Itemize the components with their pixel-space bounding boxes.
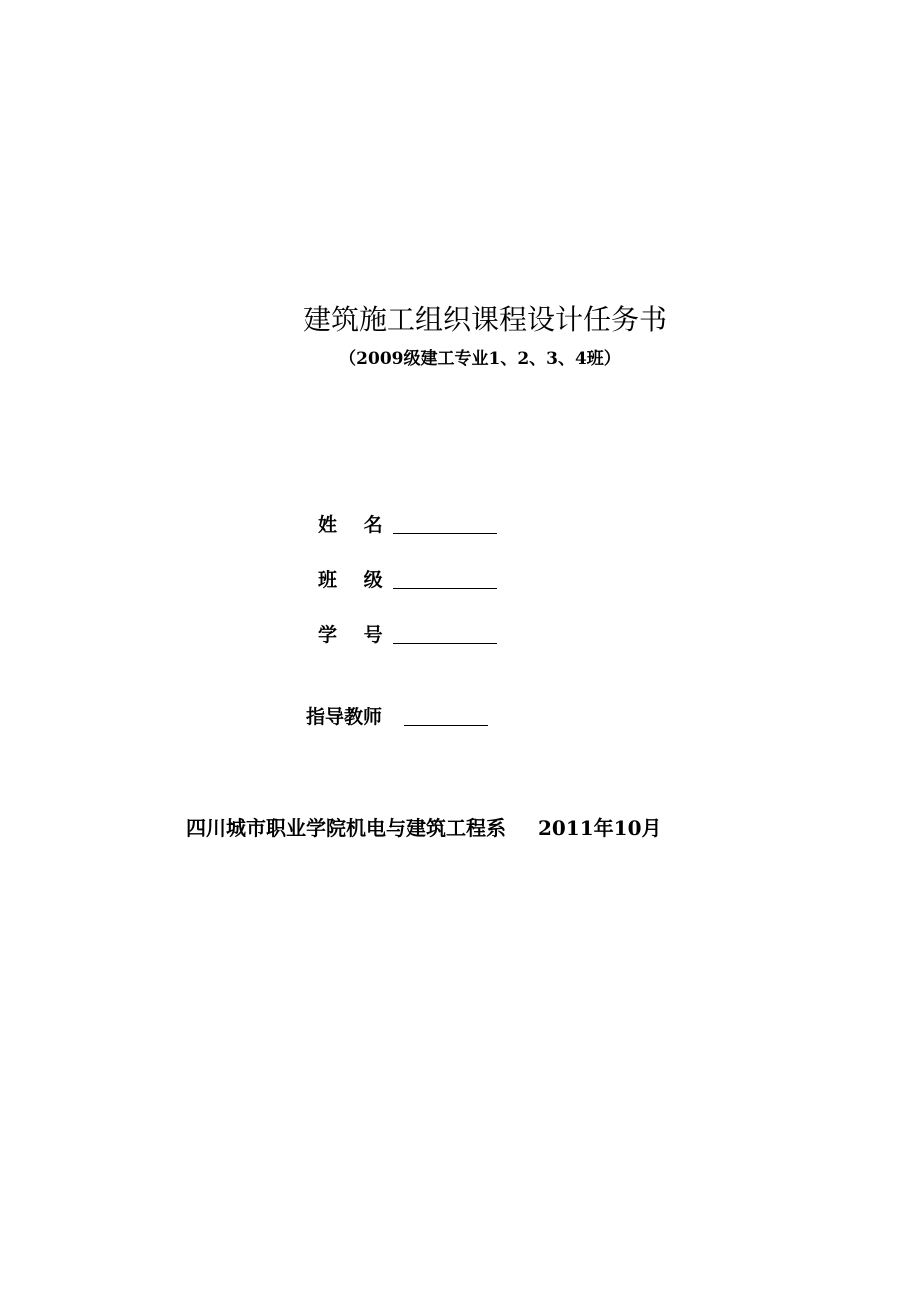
document-subtitle: （2009级建工专业1、2、3、4班）	[339, 349, 621, 369]
document-footer	[186, 812, 662, 841]
advisor-blank-line	[404, 724, 488, 726]
document-date: 2011年10月	[538, 816, 662, 840]
student-id-label: 学 号	[318, 624, 393, 646]
name-field	[318, 510, 497, 537]
department-name: 四川城市职业学院机电与建筑工程系	[186, 816, 506, 840]
document-title: 建筑施工组织课程设计任务书	[302, 303, 667, 336]
student-id-field	[318, 620, 497, 647]
class-label: 班 级	[318, 569, 393, 591]
name-blank-line	[393, 532, 497, 534]
name-label: 姓 名	[318, 514, 393, 536]
student-id-blank-line	[393, 642, 497, 644]
class-blank-line	[393, 587, 497, 589]
class-field	[318, 565, 497, 592]
advisor-field	[306, 702, 488, 729]
advisor-label: 指导教师	[306, 706, 383, 728]
